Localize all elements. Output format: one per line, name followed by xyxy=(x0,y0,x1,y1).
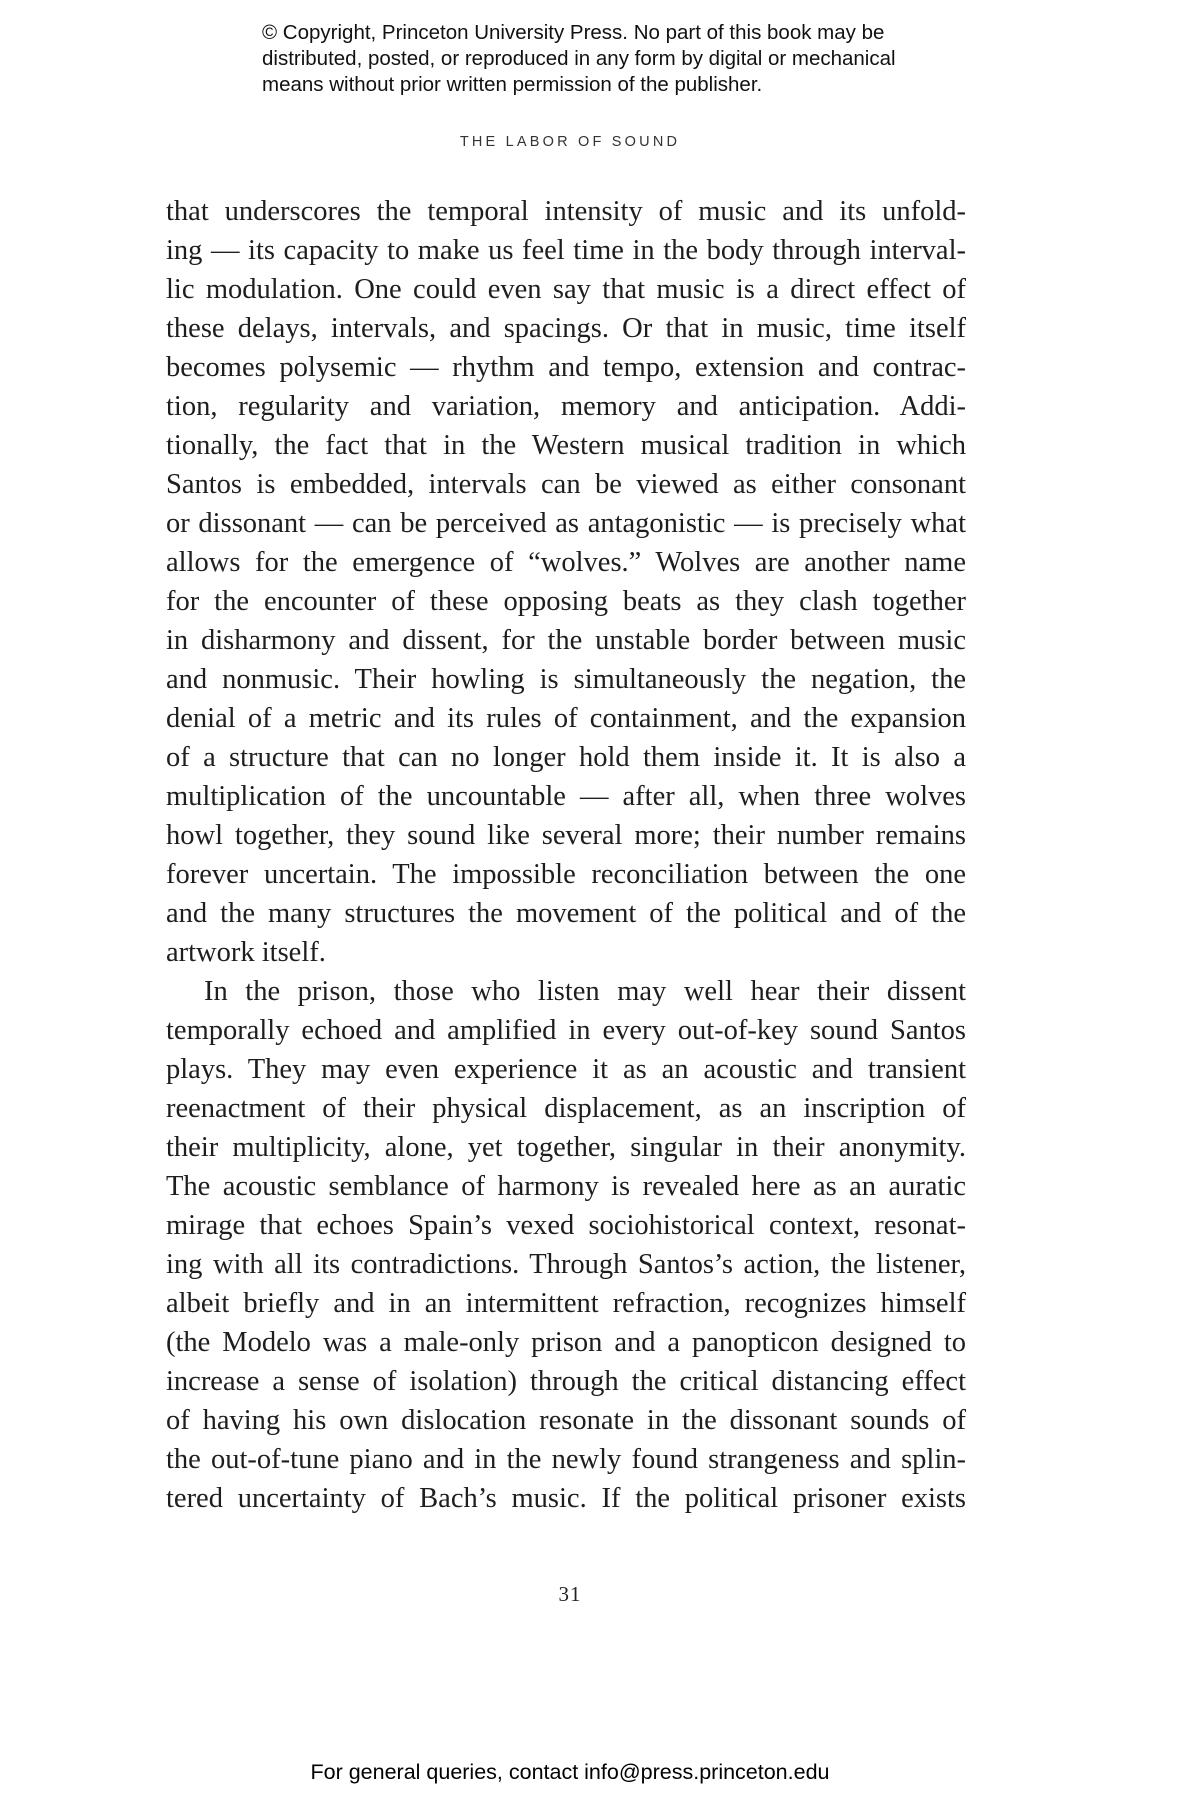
text-line: denial of a metric and its rules of containment, and the expansion xyxy=(166,703,966,734)
text-line: or dissonant — can be perceived as antagonistic — is precisely what xyxy=(166,508,966,539)
text-line: that underscores the temporal intensity of music and its unfold- xyxy=(166,196,966,227)
text-line: artwork itself. xyxy=(166,937,326,968)
text-line: tion, regularity and variation, memory and anticipation. Addi- xyxy=(166,391,966,422)
text-line: allows for the emergence of “wolves.” Wolves are another name xyxy=(166,547,966,578)
text-line: albeit briefly and in an intermittent refraction, recognizes himself xyxy=(166,1288,966,1319)
copyright-notice xyxy=(262,20,1022,98)
running-head: THE LABOR OF SOUND xyxy=(459,134,681,150)
paragraph-1 xyxy=(166,192,966,972)
text-line: increase a sense of isolation) through the critical distancing effect xyxy=(166,1366,966,1397)
text-line: and the many structures the movement of the political and of the xyxy=(166,898,966,929)
text-line: howl together, they sound like several more; their number remains xyxy=(166,820,966,851)
text-line: ing with all its contradictions. Through Santos’s action, the listener, xyxy=(166,1249,966,1280)
text-line: In the prison, those who listen may well hear their dissent xyxy=(204,976,966,1007)
text-line: The acoustic semblance of harmony is revealed here as an auratic xyxy=(166,1171,966,1202)
text-line: plays. They may even experience it as an acoustic and transient xyxy=(166,1054,966,1085)
text-line: of a structure that can no longer hold them inside it. It is also a xyxy=(166,742,966,773)
text-line: multiplication of the uncountable — after all, when three wolves xyxy=(166,781,966,812)
copyright-line: © Copyright, Princeton University Press. No part of this book may be xyxy=(262,21,885,44)
text-line: of having his own dislocation resonate in the dissonant sounds of xyxy=(166,1405,966,1436)
text-line: (the Modelo was a male-only prison and a panopticon designed to xyxy=(166,1327,966,1358)
text-line: temporally echoed and amplified in every out-of-key sound Santos xyxy=(166,1015,966,1046)
text-line: lic modulation. One could even say that music is a direct effect of xyxy=(166,274,966,305)
text-line: forever uncertain. The impossible reconciliation between the one xyxy=(166,859,966,890)
paragraph-2 xyxy=(166,972,966,1518)
text-line: their multiplicity, alone, yet together, singular in their anonymity. xyxy=(166,1132,966,1163)
text-line: mirage that echoes Spain’s vexed sociohistorical context, resonat- xyxy=(166,1210,966,1241)
text-line: the out-of-tune piano and in the newly found strangeness and splin- xyxy=(166,1444,966,1475)
text-line: becomes polysemic — rhythm and tempo, extension and contrac- xyxy=(166,352,966,383)
footer-contact: For general queries, contact info@press.princeton.edu xyxy=(310,1760,830,1784)
text-line: tered uncertainty of Bach’s music. If the political prisoner exists xyxy=(166,1483,966,1514)
text-line: in disharmony and dissent, for the unstable border between music xyxy=(166,625,966,656)
text-line: ing — its capacity to make us feel time in the body through interval- xyxy=(166,235,966,266)
body-text xyxy=(166,192,966,1518)
copyright-line: distributed, posted, or reproduced in any form by digital or mechanical xyxy=(262,47,896,70)
page-number: 31 xyxy=(558,1582,582,1606)
text-line: for the encounter of these opposing beats as they clash together xyxy=(166,586,966,617)
copyright-line: means without prior written permission of the publisher. xyxy=(262,73,763,96)
text-line: tionally, the fact that in the Western musical tradition in which xyxy=(166,430,966,461)
text-line: Santos is embedded, intervals can be viewed as either consonant xyxy=(166,469,966,500)
text-line: these delays, intervals, and spacings. Or that in music, time itself xyxy=(166,313,966,344)
text-line: reenactment of their physical displacement, as an inscription of xyxy=(166,1093,966,1124)
text-line: and nonmusic. Their howling is simultaneously the negation, the xyxy=(166,664,966,695)
